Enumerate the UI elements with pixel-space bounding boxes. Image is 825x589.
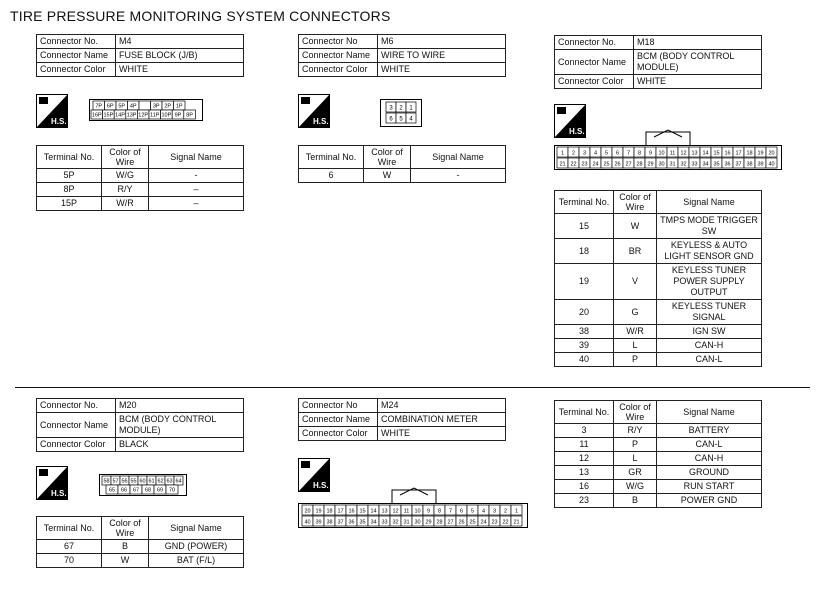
connector-pin-label: 7P bbox=[95, 103, 103, 110]
connector-pin-label: 3 bbox=[389, 105, 393, 112]
connector-color-value: BLACK bbox=[116, 438, 244, 452]
connector-pin-label: 4 bbox=[481, 508, 486, 515]
connector-pin-label: 33 bbox=[381, 519, 388, 526]
connector-pin-label: 5 bbox=[399, 116, 403, 123]
m6-terminal-table bbox=[298, 145, 506, 183]
table-row: 12 L CAN-H bbox=[555, 452, 762, 466]
connector-pin-label: 4 bbox=[409, 116, 413, 123]
connector-pin-label: 5P bbox=[118, 103, 126, 110]
connector-pin-label: 62 bbox=[157, 478, 164, 485]
connector-pin-label: 4 bbox=[593, 150, 598, 157]
connector-pin-label: 20 bbox=[768, 150, 775, 157]
connector-pin-label: 1P bbox=[175, 103, 183, 110]
connector-name-value: COMBINATION METER bbox=[378, 413, 506, 427]
svg-text:H.S.: H.S. bbox=[569, 127, 585, 136]
connector-no-value: M4 bbox=[116, 35, 244, 49]
table-row: 18 BR KEYLESS & AUTO LIGHT SENSOR GND bbox=[555, 239, 762, 264]
connector-pin-label: 63 bbox=[166, 478, 173, 485]
table-row: 5P W/G - bbox=[37, 169, 244, 183]
connector-name-label: Connector Name bbox=[37, 413, 116, 438]
table-row: 11 P CAN-L bbox=[555, 438, 762, 452]
connector-pin-label: 33 bbox=[691, 161, 698, 168]
m4-connector-info bbox=[36, 34, 244, 77]
connector-pin-label: 66 bbox=[120, 487, 128, 494]
connector-pin-label: 37 bbox=[735, 161, 742, 168]
connector-no-label: Connector No bbox=[299, 35, 378, 49]
connector-name-label: Connector Name bbox=[299, 49, 378, 63]
connector-pin-label: 14 bbox=[702, 150, 709, 157]
connector-pin-label: 36 bbox=[724, 161, 731, 168]
connector-pin-label: 69 bbox=[156, 487, 164, 494]
connector-color-label: Connector Color bbox=[555, 75, 634, 89]
wire-color-header: Color of Wire bbox=[102, 517, 149, 540]
connector-pin-label: 12 bbox=[392, 508, 399, 515]
connector-pin-label: 32 bbox=[680, 161, 687, 168]
m18-connector-face bbox=[554, 128, 782, 177]
connector-no-value: M18 bbox=[634, 36, 762, 50]
connector-pin-label: 31 bbox=[669, 161, 676, 168]
connector-pin-label: 10 bbox=[414, 508, 421, 515]
table-row: 38 W/R IGN SW bbox=[555, 325, 762, 339]
table-row: 70 W BAT (F/L) bbox=[37, 554, 244, 568]
connector-pin-label: 9 bbox=[648, 150, 653, 157]
connector-pin-label: 20 bbox=[304, 508, 311, 515]
connector-pin-label: 6 bbox=[389, 116, 393, 123]
connector-pin-label: 34 bbox=[370, 519, 377, 526]
connector-pin-label: 2 bbox=[399, 105, 403, 112]
m24-connector-face bbox=[298, 486, 528, 535]
connector-pin-label: 18 bbox=[326, 508, 333, 515]
connector-pin-label: 1 bbox=[514, 508, 519, 515]
connector-name-value: FUSE BLOCK (J/B) bbox=[116, 49, 244, 63]
connector-pin-label: 3P bbox=[152, 103, 160, 110]
m18-connector-info bbox=[554, 35, 762, 89]
connector-pin-label: 23 bbox=[581, 161, 588, 168]
table-row: 23 B POWER GND bbox=[555, 494, 762, 508]
connector-name-value: BCM (BODY CONTROL MODULE) bbox=[116, 413, 244, 438]
m4-connector-face bbox=[89, 99, 203, 126]
connector-no-label: Connector No bbox=[299, 399, 378, 413]
connector-pin-label: 24 bbox=[592, 161, 599, 168]
terminal-no-header: Terminal No. bbox=[299, 146, 364, 169]
connector-pin-label: 16P bbox=[91, 112, 102, 119]
connector-pin-label: 7 bbox=[626, 150, 631, 157]
table-row: 67 B GND (POWER) bbox=[37, 540, 244, 554]
connector-no-value: M24 bbox=[378, 399, 506, 413]
hs-icon bbox=[36, 466, 68, 500]
connector-pin-label: 11 bbox=[403, 508, 410, 515]
table-row: 15P W/R – bbox=[37, 197, 244, 211]
connector-pin-label: 29 bbox=[647, 161, 654, 168]
connector-pin-label: 16 bbox=[348, 508, 355, 515]
signal-name-header: Signal Name bbox=[149, 517, 244, 540]
signal-name-header: Signal Name bbox=[411, 146, 506, 169]
connector-pin-label: 14 bbox=[370, 508, 377, 515]
connector-pin-label: 40 bbox=[304, 519, 311, 526]
m6-pin-diagram bbox=[380, 99, 422, 127]
connector-pin-label: 9P bbox=[174, 112, 182, 119]
m20-pin-diagram bbox=[99, 474, 187, 496]
table-row: 40 P CAN-L bbox=[555, 353, 762, 367]
connector-pin-label: 5 bbox=[470, 508, 475, 515]
hs-icon bbox=[36, 94, 68, 128]
connector-pin-label: 2 bbox=[503, 508, 508, 515]
connector-pin-label: 21 bbox=[513, 519, 520, 526]
connector-no-label: Connector No. bbox=[37, 35, 116, 49]
connector-pin-label: 7 bbox=[448, 508, 453, 515]
connector-pin-label: 27 bbox=[447, 519, 454, 526]
m24-pin-diagram bbox=[298, 486, 528, 530]
connector-pin-label: 26 bbox=[614, 161, 621, 168]
connector-pin-label: 23 bbox=[491, 519, 498, 526]
terminal-no-header: Terminal No. bbox=[37, 146, 102, 169]
connector-pin-label: 37 bbox=[337, 519, 344, 526]
connector-pin-label: 30 bbox=[414, 519, 421, 526]
connector-pin-label: 39 bbox=[315, 519, 322, 526]
connector-color-value: WHITE bbox=[116, 63, 244, 77]
m18-terminal-table bbox=[554, 190, 762, 367]
connector-pin-label: 19 bbox=[315, 508, 322, 515]
connector-pin-label: 67 bbox=[132, 487, 140, 494]
connector-pin-label: 64 bbox=[175, 478, 182, 485]
terminal-no-header: Terminal No. bbox=[555, 191, 614, 214]
m20-terminal-table bbox=[36, 516, 244, 568]
connector-pin-label: 24 bbox=[480, 519, 487, 526]
table-row: 16 W/G RUN START bbox=[555, 480, 762, 494]
connector-no-label: Connector No. bbox=[555, 36, 634, 50]
connector-pin-label: 8 bbox=[437, 508, 442, 515]
connector-color-value: WHITE bbox=[634, 75, 762, 89]
m6-connector-face bbox=[380, 99, 422, 132]
table-row: 3 R/Y BATTERY bbox=[555, 424, 762, 438]
signal-name-header: Signal Name bbox=[657, 191, 762, 214]
connector-pin-label: 19 bbox=[757, 150, 764, 157]
m4-terminal-table bbox=[36, 145, 244, 211]
connector-pin bbox=[139, 101, 151, 110]
connector-pin-label: 2P bbox=[164, 103, 172, 110]
connector-color-label: Connector Color bbox=[299, 427, 378, 441]
connector-pin-label: 68 bbox=[144, 487, 152, 494]
connector-color-value: WHITE bbox=[378, 427, 506, 441]
connector-pin-label: 6 bbox=[615, 150, 620, 157]
connector-pin-label: 17 bbox=[735, 150, 742, 157]
connector-pin-label: 13 bbox=[691, 150, 698, 157]
connector-pin-label: 3 bbox=[492, 508, 497, 515]
connector-pin-label: 26 bbox=[458, 519, 465, 526]
connector-pin-label: 12P bbox=[138, 112, 149, 119]
connector-name-label: Connector Name bbox=[37, 49, 116, 63]
connector-pin-label: 38 bbox=[746, 161, 753, 168]
connector-pin-label: 11P bbox=[150, 112, 160, 119]
connector-pin-label: 22 bbox=[570, 161, 577, 168]
connector-no-value: M20 bbox=[116, 399, 244, 413]
connector-pin-label: 38 bbox=[326, 519, 333, 526]
page-title: TIRE PRESSURE MONITORING SYSTEM CONNECTORS bbox=[10, 8, 391, 24]
m20-connector-info bbox=[36, 398, 244, 452]
m24-connector-info bbox=[298, 398, 506, 441]
connector-pin-label: 13P bbox=[126, 112, 137, 119]
connector-pin-label: 22 bbox=[502, 519, 509, 526]
m6-connector-info bbox=[298, 34, 506, 77]
connector-pin-label: 70 bbox=[168, 487, 176, 494]
connector-color-value: WHITE bbox=[378, 63, 506, 77]
wire-color-header: Color of Wire bbox=[102, 146, 149, 169]
hs-icon bbox=[298, 94, 330, 128]
connector-pin-label: 15P bbox=[103, 112, 114, 119]
svg-text:H.S.: H.S. bbox=[313, 481, 329, 490]
connector-pin-label: 36 bbox=[348, 519, 355, 526]
connector-pin-label: 40 bbox=[768, 161, 775, 168]
signal-name-header: Signal Name bbox=[657, 401, 762, 424]
connector-pin-label: 8P bbox=[186, 112, 193, 119]
connector-pin-label: 28 bbox=[436, 519, 443, 526]
connector-pin-label: 14P bbox=[115, 112, 125, 119]
table-row: 15 W TMPS MODE TRIGGER SW bbox=[555, 214, 762, 239]
connector-pin-label: 8 bbox=[637, 150, 642, 157]
connector-pin-label: 12 bbox=[680, 150, 687, 157]
connector-color-label: Connector Color bbox=[37, 438, 116, 452]
connector-pin-label: 21 bbox=[559, 161, 566, 168]
connector-pin-label: 56 bbox=[121, 478, 128, 485]
connector-pin-label: 27 bbox=[625, 161, 632, 168]
svg-text:H.S.: H.S. bbox=[313, 117, 329, 126]
connector-name-value: BCM (BODY CONTROL MODULE) bbox=[634, 50, 762, 75]
m4-pin-diagram bbox=[89, 99, 203, 121]
connector-color-label: Connector Color bbox=[37, 63, 116, 77]
wire-color-header: Color of Wire bbox=[614, 191, 657, 214]
connector-pin-label: 25 bbox=[469, 519, 476, 526]
connector-pin-label: 17 bbox=[337, 508, 344, 515]
table-row: 39 L CAN-H bbox=[555, 339, 762, 353]
wire-color-header: Color of Wire bbox=[614, 401, 657, 424]
connector-pin-label: 58 bbox=[103, 478, 110, 485]
connector-pin-label: 35 bbox=[713, 161, 720, 168]
connector-pin-label: 25 bbox=[603, 161, 610, 168]
terminal-no-header: Terminal No. bbox=[37, 517, 102, 540]
connector-pin-label: 3 bbox=[582, 150, 587, 157]
connector-pin-label: 30 bbox=[658, 161, 665, 168]
svg-text:H.S.: H.S. bbox=[51, 489, 67, 498]
connector-pin-label: 11 bbox=[669, 150, 676, 157]
wire-color-header: Color of Wire bbox=[364, 146, 411, 169]
connector-pin-label: 10P bbox=[161, 112, 172, 119]
connector-pin-label: 65 bbox=[108, 487, 116, 494]
connector-pin-label: 16 bbox=[724, 150, 731, 157]
connector-pin-label: 18 bbox=[746, 150, 753, 157]
connector-name-value: WIRE TO WIRE bbox=[378, 49, 506, 63]
connector-pin-label: 13 bbox=[381, 508, 388, 515]
table-row: 8P R/Y – bbox=[37, 183, 244, 197]
m20-connector-face bbox=[99, 474, 187, 501]
connector-pin-label: 15 bbox=[713, 150, 720, 157]
connector-pin-label: 31 bbox=[403, 519, 410, 526]
connector-pin-label: 9 bbox=[426, 508, 431, 515]
connector-pin-label: 29 bbox=[425, 519, 432, 526]
connector-pin-label: 6P bbox=[106, 103, 114, 110]
table-row: 6 W - bbox=[299, 169, 506, 183]
connector-no-value: M6 bbox=[378, 35, 506, 49]
terminal-no-header: Terminal No. bbox=[555, 401, 614, 424]
connector-pin-label: 28 bbox=[636, 161, 643, 168]
connector-pin-label: 57 bbox=[112, 478, 119, 485]
connector-no-label: Connector No. bbox=[37, 399, 116, 413]
m24-terminal-table bbox=[554, 400, 762, 508]
connector-pin-label: 61 bbox=[148, 478, 155, 485]
connector-name-label: Connector Name bbox=[299, 413, 378, 427]
connector-pin-label: 15 bbox=[359, 508, 366, 515]
connector-pin-label: 32 bbox=[392, 519, 399, 526]
connector-pin-label: 1 bbox=[560, 150, 565, 157]
connector-pin-label: 60 bbox=[139, 478, 146, 485]
connector-pin-label: 4P bbox=[129, 103, 137, 110]
m18-pin-diagram bbox=[554, 128, 782, 172]
connector-pin-label: 6 bbox=[459, 508, 464, 515]
connector-pin-label: 1 bbox=[409, 105, 413, 112]
connector-pin-label: 55 bbox=[130, 478, 137, 485]
table-row: 13 GR GROUND bbox=[555, 466, 762, 480]
connector-pin-label: 39 bbox=[757, 161, 764, 168]
connector-pin-label: 35 bbox=[359, 519, 366, 526]
signal-name-header: Signal Name bbox=[149, 146, 244, 169]
connector-name-label: Connector Name bbox=[555, 50, 634, 75]
connector-color-label: Connector Color bbox=[299, 63, 378, 77]
table-row: 20 G KEYLESS TUNER SIGNAL bbox=[555, 300, 762, 325]
connector-pin-label: 5 bbox=[604, 150, 609, 157]
svg-text:H.S.: H.S. bbox=[51, 117, 67, 126]
connector-pin-label: 2 bbox=[571, 150, 576, 157]
connector-pin-label: 34 bbox=[702, 161, 709, 168]
section-divider bbox=[15, 387, 810, 388]
table-row: 19 V KEYLESS TUNER POWER SUPPLY OUTPUT bbox=[555, 264, 762, 300]
connector-pin-label: 10 bbox=[658, 150, 665, 157]
